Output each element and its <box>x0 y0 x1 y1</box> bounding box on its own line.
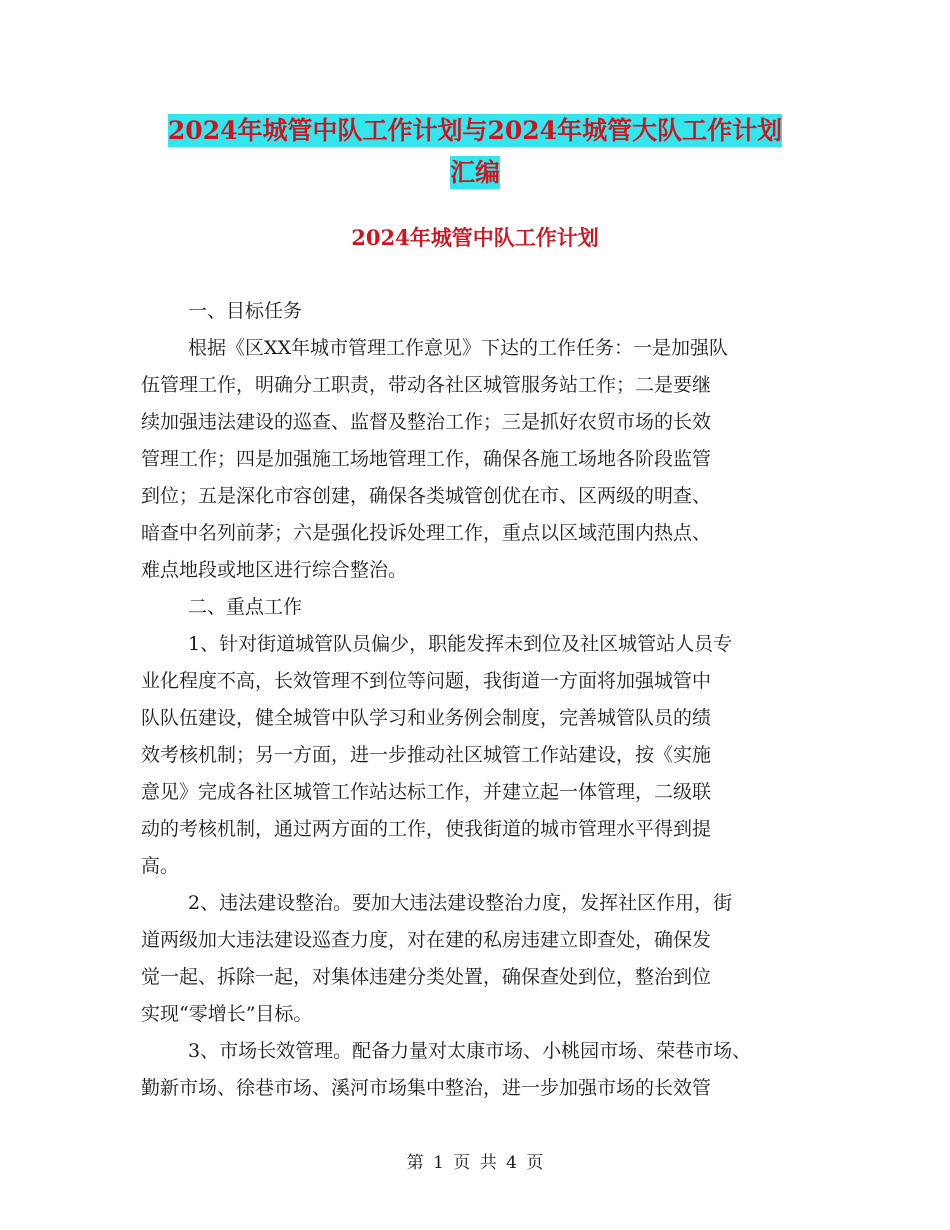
paragraph-line: 伍管理工作，明确分工职责，带动各社区城管服务站工作；二是要继 <box>141 374 712 396</box>
paragraph-line: 管理工作；四是加强施工场地管理工作，确保各施工场地各阶段监管 <box>141 448 712 470</box>
paragraph-line: 暗查中名列前茅；六是强化投诉处理工作，重点以区域范围内热点、 <box>141 522 712 544</box>
paragraph-line: 1、针对街道城管队员偏少，职能发挥未到位及社区城管站人员专 <box>188 633 733 655</box>
paragraph-line: 效考核机制；另一方面，进一步推动社区城管工作站建设，按《实施 <box>141 744 712 766</box>
paragraph-line: 道两级加大违法建设巡查力度，对在建的私房违建立即查处，确保发 <box>141 929 712 951</box>
paragraph-line: 根据《区XX年城市管理工作意见》下达的工作任务：一是加强队 <box>188 337 729 359</box>
paragraph-line: 难点地段或地区进行综合整治。 <box>141 559 408 581</box>
heading-key-work: 二、重点工作 <box>188 596 303 618</box>
paragraph-line: 意见》完成各社区城管工作站达标工作，并建立起一体管理，二级联 <box>141 781 712 803</box>
section-title: 2024年城管中队工作计划 <box>351 225 599 250</box>
paragraph-line: 队队伍建设，健全城管中队学习和业务例会制度，完善城管队员的绩 <box>141 707 712 729</box>
paragraph-line: 到位；五是深化市容创建，确保各类城管创优在市、区两级的明查、 <box>141 485 712 507</box>
paragraph-line: 实现“零增长”目标。 <box>141 1003 313 1025</box>
page-footer: 第 1 页 共 4 页 <box>406 1153 544 1173</box>
paragraph-line: 续加强违法建设的巡查、监督及整治工作；三是抓好农贸市场的长效 <box>141 411 712 433</box>
paragraph-line: 勤新市场、徐巷市场、溪河市场集中整治，进一步加强市场的长效管 <box>141 1077 712 1099</box>
paragraph-line: 3、市场长效管理。配备力量对太康市场、小桃园市场、荣巷市场、 <box>188 1040 752 1062</box>
paragraph-line: 高。 <box>141 855 180 877</box>
document-title-line-2: 汇编 <box>449 158 500 187</box>
paragraph-line: 业化程度不高，长效管理不到位等问题，我街道一方面将加强城管中 <box>141 670 712 692</box>
heading-goals: 一、目标任务 <box>188 300 303 322</box>
paragraph-line: 2、违法建设整治。要加大违法建设整治力度，发挥社区作用，街 <box>188 892 733 914</box>
paragraph-line: 动的考核机制，通过两方面的工作，使我街道的城市管理水平得到提 <box>141 818 712 840</box>
document-title-line-1: 2024年城管中队工作计划与2024年城管大队工作计划 <box>167 116 783 145</box>
paragraph-line: 觉一起、拆除一起，对集体违建分类处置，确保查处到位，整治到位 <box>141 966 712 988</box>
